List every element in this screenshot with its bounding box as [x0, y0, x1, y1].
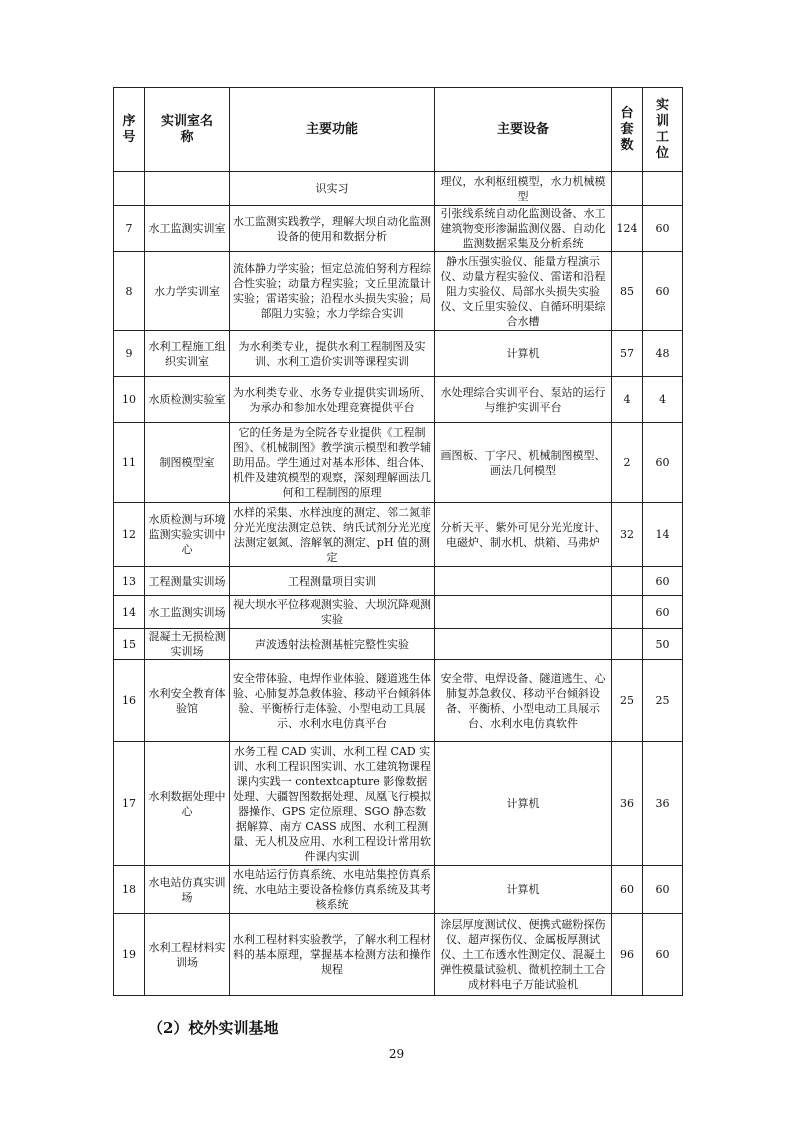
section-heading: （2）校外实训基地	[148, 1019, 279, 1037]
row-function: 水电站运行仿真系统、水电站集控仿真系统、水电站主要设备检修仿真系统及其考核系统	[230, 866, 435, 914]
row-function: 视大坝水平位移观测实验、大坝沉降观测实验	[230, 596, 435, 629]
row-stations: 60	[643, 423, 683, 503]
row-stations: 14	[643, 503, 683, 567]
row-index: 7	[114, 206, 145, 252]
header-lab-name: 实训室名称	[145, 88, 230, 172]
row-sets	[612, 172, 643, 206]
row-lab-name	[145, 172, 230, 206]
row-lab-name: 水质检测与环境监测实验实训中心	[145, 503, 230, 567]
row-index: 13	[114, 567, 145, 596]
row-equipment: 静水压强实验仪、能量方程演示仪、动量方程实验仪、雷诺和沿程阻力实验仪、局部水头损失实验仪、文丘里实验仪、自循环明渠综合水槽	[435, 252, 612, 331]
row-index	[114, 172, 145, 206]
table-row	[114, 331, 683, 377]
row-lab-name: 水质检测实验室	[145, 377, 230, 423]
table-row	[114, 503, 683, 567]
row-sets	[612, 567, 643, 596]
row-index: 12	[114, 503, 145, 567]
header-index: 序号	[114, 88, 145, 172]
row-function: 工程测量项目实训	[230, 567, 435, 596]
table-row	[114, 660, 683, 742]
row-stations: 60	[643, 252, 683, 331]
header-equipment: 主要设备	[435, 88, 612, 172]
table-row	[114, 377, 683, 423]
row-sets	[612, 629, 643, 660]
row-lab-name: 混凝土无损检测实训场	[145, 629, 230, 660]
row-equipment	[435, 629, 612, 660]
row-stations: 60	[643, 206, 683, 252]
row-function: 水样的采集、水样浊度的测定、邻二氮菲分光光度法测定总铁、纳氏试剂分光光度法测定氨氮、溶解氧的测定、pH 值的测定	[230, 503, 435, 567]
row-index: 19	[114, 914, 145, 996]
row-sets: 124	[612, 206, 643, 252]
row-lab-name: 水利工程材料实训场	[145, 914, 230, 996]
row-stations: 60	[643, 914, 683, 996]
row-stations: 36	[643, 742, 683, 866]
row-sets: 2	[612, 423, 643, 503]
row-stations: 60	[643, 596, 683, 629]
row-index: 14	[114, 596, 145, 629]
row-stations: 60	[643, 567, 683, 596]
row-index: 17	[114, 742, 145, 866]
table-row	[114, 252, 683, 331]
row-index: 9	[114, 331, 145, 377]
row-equipment	[435, 596, 612, 629]
table-row	[114, 742, 683, 866]
row-sets: 4	[612, 377, 643, 423]
row-index: 15	[114, 629, 145, 660]
row-sets: 36	[612, 742, 643, 866]
row-sets: 96	[612, 914, 643, 996]
row-lab-name: 水利数据处理中心	[145, 742, 230, 866]
row-stations: 50	[643, 629, 683, 660]
row-function: 为水利类专业、水务专业提供实训场所、为承办和参加水处理竞赛提供平台	[230, 377, 435, 423]
row-sets: 32	[612, 503, 643, 567]
table-row	[114, 567, 683, 596]
row-stations: 60	[643, 866, 683, 914]
row-equipment: 引张线系统自动化监测设备、水工建筑物变形渗漏监测仪器、自动化监测数据采集及分析系统	[435, 206, 612, 252]
row-function: 水工监测实践教学，理解大坝自动化监测设备的使用和数据分析	[230, 206, 435, 252]
row-equipment: 涂层厚度测试仪、便携式磁粉探伤仪、超声探伤仪、金属板厚测试仪、土工布透水性测定仪、混凝土弹性模量试验机、微机控制土工合成材料电子万能试验机	[435, 914, 612, 996]
row-function: 识实习	[230, 172, 435, 206]
row-index: 11	[114, 423, 145, 503]
row-lab-name: 制图模型室	[145, 423, 230, 503]
row-equipment: 水处理综合实训平台、泵站的运行与维护实训平台	[435, 377, 612, 423]
lab-table	[113, 87, 683, 996]
row-lab-name: 水力学实训室	[145, 252, 230, 331]
row-equipment: 计算机	[435, 866, 612, 914]
row-sets: 25	[612, 660, 643, 742]
row-function: 水利工程材料实验教学，了解水利工程材料的基本原理，掌握基本检测方法和操作规程	[230, 914, 435, 996]
row-index: 8	[114, 252, 145, 331]
row-equipment: 安全带、电焊设备、隧道逃生、心肺复苏急救仪、移动平台倾斜设备、平衡桥、小型电动工具展示台、水利水电仿真软件	[435, 660, 612, 742]
row-sets: 57	[612, 331, 643, 377]
table-row	[114, 914, 683, 996]
row-sets: 85	[612, 252, 643, 331]
row-sets: 60	[612, 866, 643, 914]
table-row	[114, 866, 683, 914]
row-stations: 25	[643, 660, 683, 742]
row-function: 它的任务是为全院各专业提供《工程制图》、《机械制图》教学演示模型和教学辅助用品。学生通过对基本形体、组合体、机件及建筑模型的观察，深刻理解画法几何和工程制图的原理	[230, 423, 435, 503]
table-header-row	[114, 88, 683, 172]
row-stations	[643, 172, 683, 206]
row-lab-name: 工程测量实训场	[145, 567, 230, 596]
table-row	[114, 423, 683, 503]
row-function: 安全带体验、电焊作业体验、隧道逃生体验、心肺复苏急救体验、移动平台倾斜体验、平衡桥行走体验、小型电动工具展示、水利水电仿真平台	[230, 660, 435, 742]
row-function: 声波透射法检测基桩完整性实验	[230, 629, 435, 660]
row-equipment: 计算机	[435, 742, 612, 866]
row-equipment: 分析天平、紫外可见分光光度计、电磁炉、制水机、烘箱、马弗炉	[435, 503, 612, 567]
row-equipment	[435, 567, 612, 596]
row-function: 流体静力学实验；恒定总流伯努利方程综合性实验；动量方程实验；文丘里流量计实验；雷诺实验；沿程水头损失实验；局部阻力实验；水力学综合实训	[230, 252, 435, 331]
row-equipment: 画图板、丁字尺、机械制图模型、画法几何模型	[435, 423, 612, 503]
row-lab-name: 水利工程施工组织实训室	[145, 331, 230, 377]
table-row	[114, 206, 683, 252]
row-stations: 4	[643, 377, 683, 423]
row-function: 水务工程 CAD 实训、水利工程 CAD 实训、水利工程识图实训、水工建筑物课程课内实践一 contextcapture 影像数据处理、大疆智图数据处理、凤凰飞行模拟器操作、GPS 定位原理、SGO 静态数据解算、南方 CASS 成图、水利工程测量、无人机及应用、水利工程设计常用软件课内实训	[230, 742, 435, 866]
row-index: 18	[114, 866, 145, 914]
table-row	[114, 629, 683, 660]
row-stations: 48	[643, 331, 683, 377]
row-lab-name: 水工监测实训场	[145, 596, 230, 629]
row-index: 10	[114, 377, 145, 423]
table-row	[114, 172, 683, 206]
page-number: 29	[388, 1047, 405, 1061]
row-lab-name: 水电站仿真实训场	[145, 866, 230, 914]
row-function: 为水利类专业，提供水利工程制图及实训、水利工造价实训等课程实训	[230, 331, 435, 377]
row-lab-name: 水利安全教育体验馆	[145, 660, 230, 742]
header-function: 主要功能	[230, 88, 435, 172]
header-sets: 台套数	[612, 88, 643, 172]
header-stations: 实训工位	[643, 88, 683, 172]
row-equipment: 理仪，水利枢纽模型，水力机械模型	[435, 172, 612, 206]
row-index: 16	[114, 660, 145, 742]
row-lab-name: 水工监测实训室	[145, 206, 230, 252]
row-equipment: 计算机	[435, 331, 612, 377]
table-row	[114, 596, 683, 629]
row-sets	[612, 596, 643, 629]
